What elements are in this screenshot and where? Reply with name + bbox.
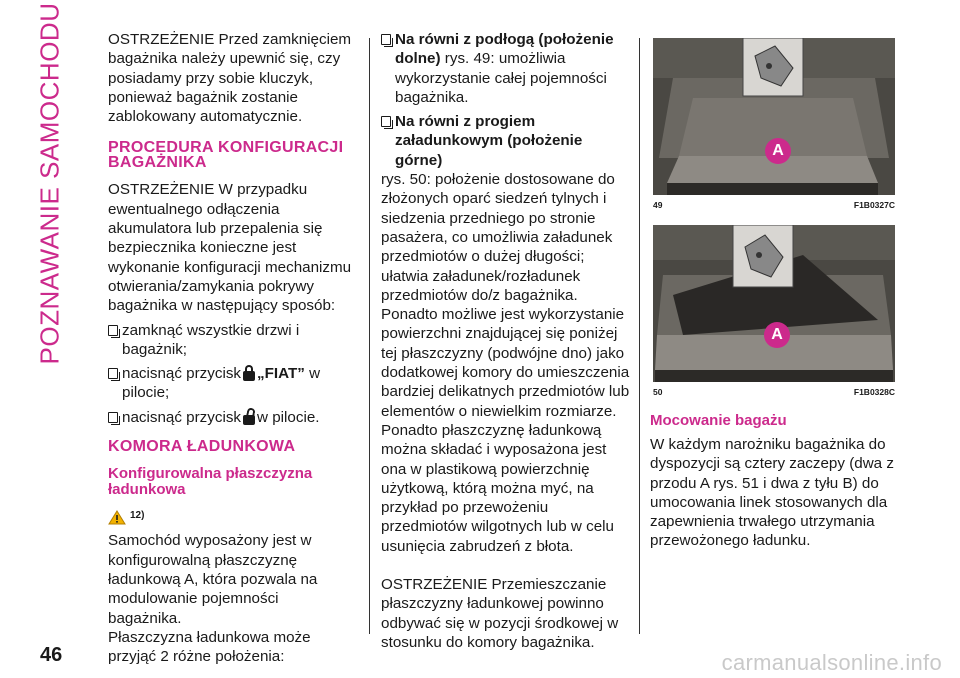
subsection-heading: Mocowanie bagażu bbox=[650, 412, 787, 429]
section-side-title bbox=[30, 2, 70, 364]
body-paragraph: rys. 50: położenie dostosowane do złożonych oparć siedzeń tylnych i siedzenia przedniego po stronie pasażera, co umożliwia załadunek przedmiotów o dużej długości; ułatwia załadunek/rozładunek przedmiotów do/z bagażnika. Ponadto możliwe jest wykorzystanie powierzchni znajdującej się poniżej tej płaszczyzny (podwójne dno) jako dodatkowej komory do umieszczenia bardziej delikatnych przedmiotów lub elementów o niewielkim rozmiarze. bbox=[381, 171, 630, 420]
figure-number: 50 bbox=[653, 387, 663, 397]
list-item-text-pre: nacisnąć przycisk bbox=[122, 408, 242, 426]
list-item bbox=[381, 30, 631, 107]
section-heading: KOMORA ŁADUNKOWA bbox=[108, 438, 296, 456]
list-item-text bbox=[122, 408, 319, 427]
lock-open-icon bbox=[243, 409, 255, 425]
list-item bbox=[108, 364, 356, 403]
warning-paragraph: OSTRZEŻENIE W przypadku ewentualnego odłączenia akumulatora lub przepalenia się bezpiecznika konieczne jest wykonanie konfiguracji mechanizmu otwierania/zamykania pokrywy bagażnika w następujący sposób: bbox=[108, 181, 352, 315]
watermark: carmanualsonline.info bbox=[721, 650, 942, 675]
bullet-icon bbox=[108, 325, 118, 336]
warning-reference bbox=[108, 506, 356, 525]
bullet-icon bbox=[381, 116, 391, 127]
trunk-floor-low-image bbox=[653, 38, 895, 195]
list-item-text-post: w pilocie; bbox=[122, 365, 321, 402]
list-item-text bbox=[122, 364, 356, 403]
bullet-icon bbox=[108, 412, 118, 423]
section-side-title-text: POZNAWANIE SAMOCHODU bbox=[34, 2, 65, 364]
list-item-text bbox=[395, 30, 631, 107]
column-3-text bbox=[650, 413, 900, 551]
list-item-text-pre: nacisnąć przycisk bbox=[122, 365, 242, 383]
figure-49 bbox=[653, 38, 895, 210]
body-paragraph: Płaszczyzna ładunkowa może przyjąć 2 różne położenia: bbox=[108, 628, 311, 666]
warning-paragraph: OSTRZEŻENIE Przed zamknięciem bagażnika należy upewnić się, czy posiadamy przy sobie kluczyk, ponieważ bagażnik zostanie zablokowany automatycznie. bbox=[108, 31, 352, 126]
figure-code: F1B0328C bbox=[853, 387, 895, 397]
column-2 bbox=[381, 30, 631, 652]
figure-50 bbox=[653, 225, 895, 397]
column-divider bbox=[369, 38, 370, 634]
trunk-illustration bbox=[653, 225, 895, 382]
section-heading: PROCEDURA KONFIGURACJI BAGAŻNIKA bbox=[108, 139, 344, 172]
callout-label: A bbox=[764, 322, 790, 348]
column-divider bbox=[639, 38, 640, 634]
warning-reference-number: 12) bbox=[130, 510, 145, 522]
list-item-title: Na równi z progiem załadunkowym (położenie górne) bbox=[395, 113, 583, 169]
figure-caption bbox=[653, 387, 895, 397]
list-item bbox=[108, 321, 356, 360]
list-item-text-post: w pilocie. bbox=[257, 408, 320, 426]
warning-triangle-icon bbox=[108, 510, 126, 525]
fiat-label: „FIAT” bbox=[257, 365, 305, 383]
list-item-text bbox=[395, 112, 631, 170]
figure-number: 49 bbox=[653, 200, 663, 210]
list-item bbox=[108, 408, 356, 427]
list-item-title: Na równi z podłogą (położenie dolne) bbox=[395, 31, 614, 68]
subsection-heading: Konfigurowalna płaszczyzna ładunkowa bbox=[108, 465, 313, 499]
bullet-icon bbox=[108, 368, 118, 379]
bullet-icon bbox=[381, 34, 391, 45]
list-item-text: zamknąć wszystkie drzwi i bagażnik; bbox=[122, 321, 300, 358]
list-item-body: rys. 49: umożliwia wykorzystanie całej pojemności bagażnika. bbox=[395, 50, 607, 106]
lock-closed-icon bbox=[243, 365, 255, 381]
list-item bbox=[381, 112, 631, 170]
body-paragraph: W każdym narożniku bagażnika do dyspozycji są cztery zaczepy (dwa z przodu A rys. 51 i dwa z tyłu B) do umocowania linek stosowanych dla zapewnienia trwałego utrzymania przewożonego ładunku. bbox=[650, 436, 894, 550]
body-paragraph: Ponadto płaszczyznę ładunkową można składać i wyposażona jest ona w plastikową powierzchnię użytkową, którą można myć, na przykład po przewożeniu przedmiotów wilgotnych lub w celu usunięcia zabrudzeń z błota. bbox=[381, 421, 614, 555]
figure-code: F1B0327C bbox=[853, 200, 895, 210]
figure-caption bbox=[653, 200, 895, 210]
trunk-illustration bbox=[653, 38, 895, 195]
column-1 bbox=[108, 30, 356, 666]
trunk-floor-high-image bbox=[653, 225, 895, 382]
callout-label: A bbox=[765, 138, 791, 164]
body-paragraph: Samochód wyposażony jest w konfigurowalną płaszczyznę ładunkową A, która pozwala na modulowanie pojemności bagażnika. bbox=[108, 532, 318, 627]
page-number: 46 bbox=[40, 644, 63, 666]
warning-paragraph: OSTRZEŻENIE Przemieszczanie płaszczyzny ładunkowej powinno odbywać się w pozycji środkowej w stosunku do komory bagażnika. bbox=[381, 576, 619, 651]
